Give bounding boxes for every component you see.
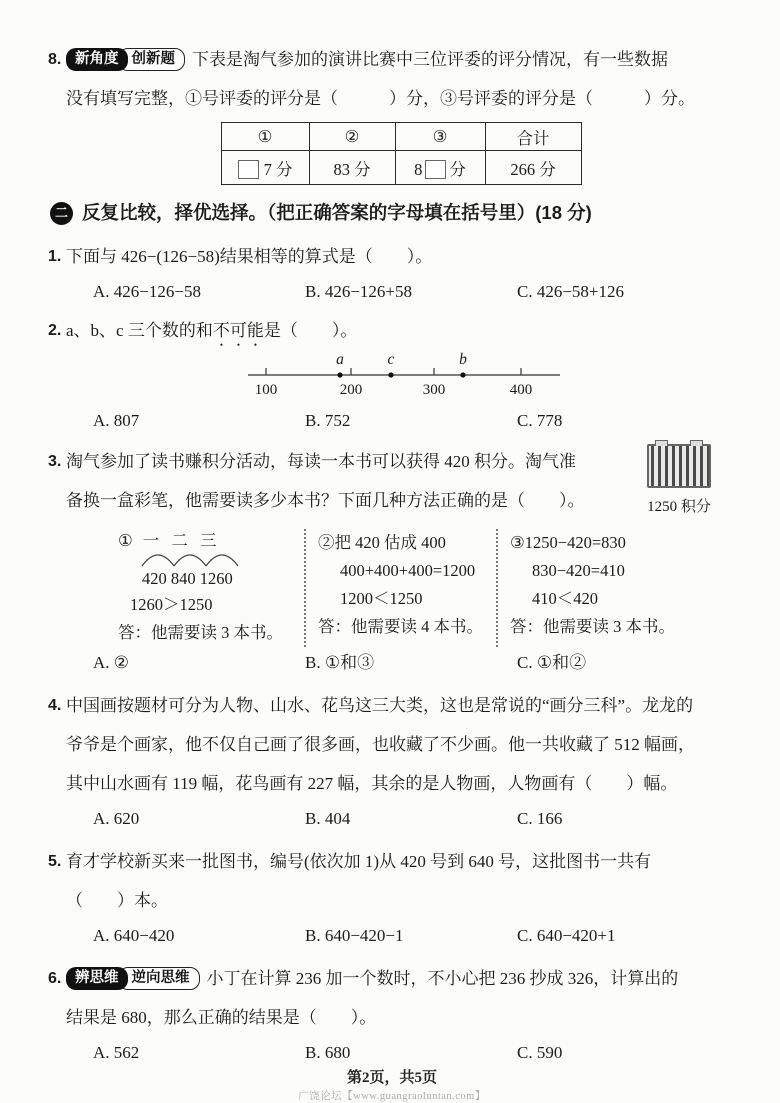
question-text: 没有填写完整，①号评委的评分是（ ）分，③号评委的评分是（ ）分。	[66, 89, 695, 108]
point-c-dot	[388, 372, 393, 377]
option-b: B. 752	[305, 411, 351, 430]
option-a: A. ②	[93, 653, 130, 672]
options-row	[66, 407, 736, 434]
option-c: C. 426−58+126	[517, 282, 625, 301]
question-text: a、b、c 三个数的和	[66, 321, 213, 340]
option-b: B. 404	[305, 809, 351, 828]
question-line	[66, 959, 736, 998]
emphasized-text: 不可能	[212, 321, 264, 340]
method-text: 一 二 三	[142, 531, 221, 550]
question-number: 3.	[48, 453, 62, 470]
question-1	[48, 237, 736, 305]
method-text: 410＜420	[532, 589, 598, 608]
method-text: 420 840 1260	[142, 569, 233, 588]
table-cell-judge1	[221, 151, 309, 185]
option-b: B. 640−420−1	[305, 926, 404, 945]
table-row	[221, 151, 581, 185]
pen-box-figure	[640, 444, 718, 516]
question-text: 是（ ）。	[263, 321, 358, 340]
options-row	[66, 649, 736, 676]
page-number: 第2页，共5页	[346, 1070, 437, 1086]
question-5	[48, 842, 736, 949]
table-header-row	[221, 123, 581, 151]
tick-label: 200	[339, 382, 363, 398]
method-3	[496, 529, 678, 647]
question-text: 备换一盒彩笔，他需要读多少本书？下面几种方法正确的是（ ）。	[66, 491, 585, 510]
options-row	[66, 922, 736, 949]
question-with-figure	[66, 442, 736, 520]
question-text: 育才学校新买来一批图书，编号(依次加 1)从 420 号到 640 号，这批图书一共有	[66, 852, 652, 871]
method-text: 把 420 估成 400	[334, 533, 446, 552]
section-header	[50, 199, 736, 227]
option-a: A. 562	[93, 1043, 140, 1062]
table-cell-total: 266 分	[485, 151, 581, 185]
method-text: 830−420=410	[532, 561, 625, 580]
question-text: 其中山水画有 119 幅，花鸟画有 227 幅，其余的是人物画，人物画有（ ）幅。	[66, 774, 678, 793]
options-row	[66, 1039, 736, 1066]
method-line	[118, 529, 294, 553]
method-text: 1260＞1250	[130, 595, 213, 614]
option-c: C. 640−420+1	[517, 926, 616, 945]
method-1	[106, 529, 304, 647]
option-c: C. 778	[517, 411, 563, 430]
page-footer	[48, 1066, 736, 1103]
question-4	[48, 686, 736, 832]
option-c: C. ①和②	[517, 653, 587, 672]
method-text: 1200＜1250	[340, 589, 423, 608]
number-line	[246, 352, 562, 400]
point-b-dot	[460, 372, 465, 377]
question-number: 6.	[48, 970, 62, 987]
cell-text: 7 分	[263, 159, 293, 179]
question-text: 下表是淘气参加的演讲比赛中三位评委的评分情况，有一些数据	[192, 50, 668, 69]
blank-box	[238, 160, 259, 179]
number-line-figure	[246, 352, 736, 405]
cell-text: 8	[414, 159, 423, 179]
badge-reverse-thinking: 逆向思维	[118, 967, 200, 990]
badge-innovation: 创新题	[118, 48, 186, 71]
question-text: 小丁在计算 236 加一个数时，不小心把 236 抄成 326，计算出的	[206, 969, 679, 988]
option-c: C. 166	[517, 809, 563, 828]
point-a-label: a	[336, 352, 344, 368]
question-text: 爷爷是个画家，他不仅自己画了很多画，也收藏了不少画。他一共收藏了 512 幅画，	[66, 735, 695, 754]
question-number: 5.	[48, 853, 62, 870]
question-text: 淘气参加了读书赚积分活动，每读一本书可以获得 420 积分。淘气准	[66, 452, 576, 471]
blank-box	[425, 160, 446, 179]
options-row	[66, 805, 736, 832]
table-header-judge2: ②	[309, 123, 395, 151]
pen-box-icon	[647, 444, 711, 488]
question-line	[66, 40, 736, 79]
table-cell-judge2: 83 分	[309, 151, 395, 185]
method-2	[304, 529, 496, 647]
method-number: ②	[318, 533, 335, 552]
table-header-total: 合计	[485, 123, 581, 151]
method-number: ①	[118, 531, 133, 550]
badge-new-angle: 新角度	[66, 48, 128, 71]
method-text: 400+400+400=1200	[340, 561, 476, 580]
point-c-label: c	[387, 352, 395, 368]
pen-points-label: 1250 积分	[647, 499, 711, 515]
table-header-judge1: ①	[221, 123, 309, 151]
option-b: B. 426−126+58	[305, 282, 413, 301]
table-cell-judge3	[395, 151, 485, 185]
option-c: C. 590	[517, 1043, 563, 1062]
section-number-icon: 二	[50, 202, 73, 225]
method-number: ③	[510, 533, 525, 552]
method-answer: 答：他需要读 4 本书。	[318, 617, 483, 636]
point-a-dot	[337, 372, 342, 377]
option-a: A. 807	[93, 411, 140, 430]
method-answer: 答：他需要读 3 本书。	[510, 617, 675, 636]
question-6	[48, 959, 736, 1066]
option-b: B. ①和③	[305, 653, 375, 672]
question-2	[48, 311, 736, 434]
cell-text: 分	[449, 159, 466, 179]
badge-discern-thinking: 辨思维	[66, 967, 128, 990]
question-number: 4.	[48, 697, 62, 714]
option-b: B. 680	[305, 1043, 351, 1062]
point-b-label: b	[459, 352, 467, 368]
options-row	[66, 278, 736, 305]
question-number: 1.	[48, 248, 62, 265]
option-a: A. 620	[93, 809, 140, 828]
tick-label: 400	[509, 382, 533, 398]
question-text: 结果是 680，那么正确的结果是（ ）。	[66, 1008, 377, 1027]
table-header-judge3: ③	[395, 123, 485, 151]
solution-methods	[106, 529, 736, 647]
method-answer: 答：他需要读 3 本书。	[118, 623, 283, 642]
option-a: A. 426−126−58	[93, 282, 201, 301]
question-number: 2.	[48, 322, 62, 339]
section-title: 反复比较，择优选择。（把正确答案的字母填在括号里）(18 分)	[82, 202, 592, 223]
jump-arcs-icon	[140, 553, 240, 567]
method-line	[510, 529, 668, 557]
tick-label: 300	[422, 382, 446, 398]
question-line	[66, 311, 736, 350]
question-8	[48, 40, 736, 185]
tick-label: 100	[254, 382, 278, 398]
judge-score-table	[221, 122, 582, 185]
question-number: 8.	[48, 51, 62, 68]
question-3	[48, 442, 736, 676]
question-text: 中国画按题材可分为人物、山水、花鸟这三大类，这也是常说的“画分三科”。龙龙的	[66, 696, 694, 715]
method-text: 1250−420=830	[524, 533, 626, 552]
watermark: 广饶论坛【www.guangraoluntan.com】	[298, 1091, 486, 1102]
method-line	[318, 529, 486, 557]
option-a: A. 640−420	[93, 926, 175, 945]
question-text: 下面与 426−(126−58)结果相等的算式是（ ）。	[66, 247, 433, 266]
question-text: （ ）本。	[66, 891, 168, 910]
